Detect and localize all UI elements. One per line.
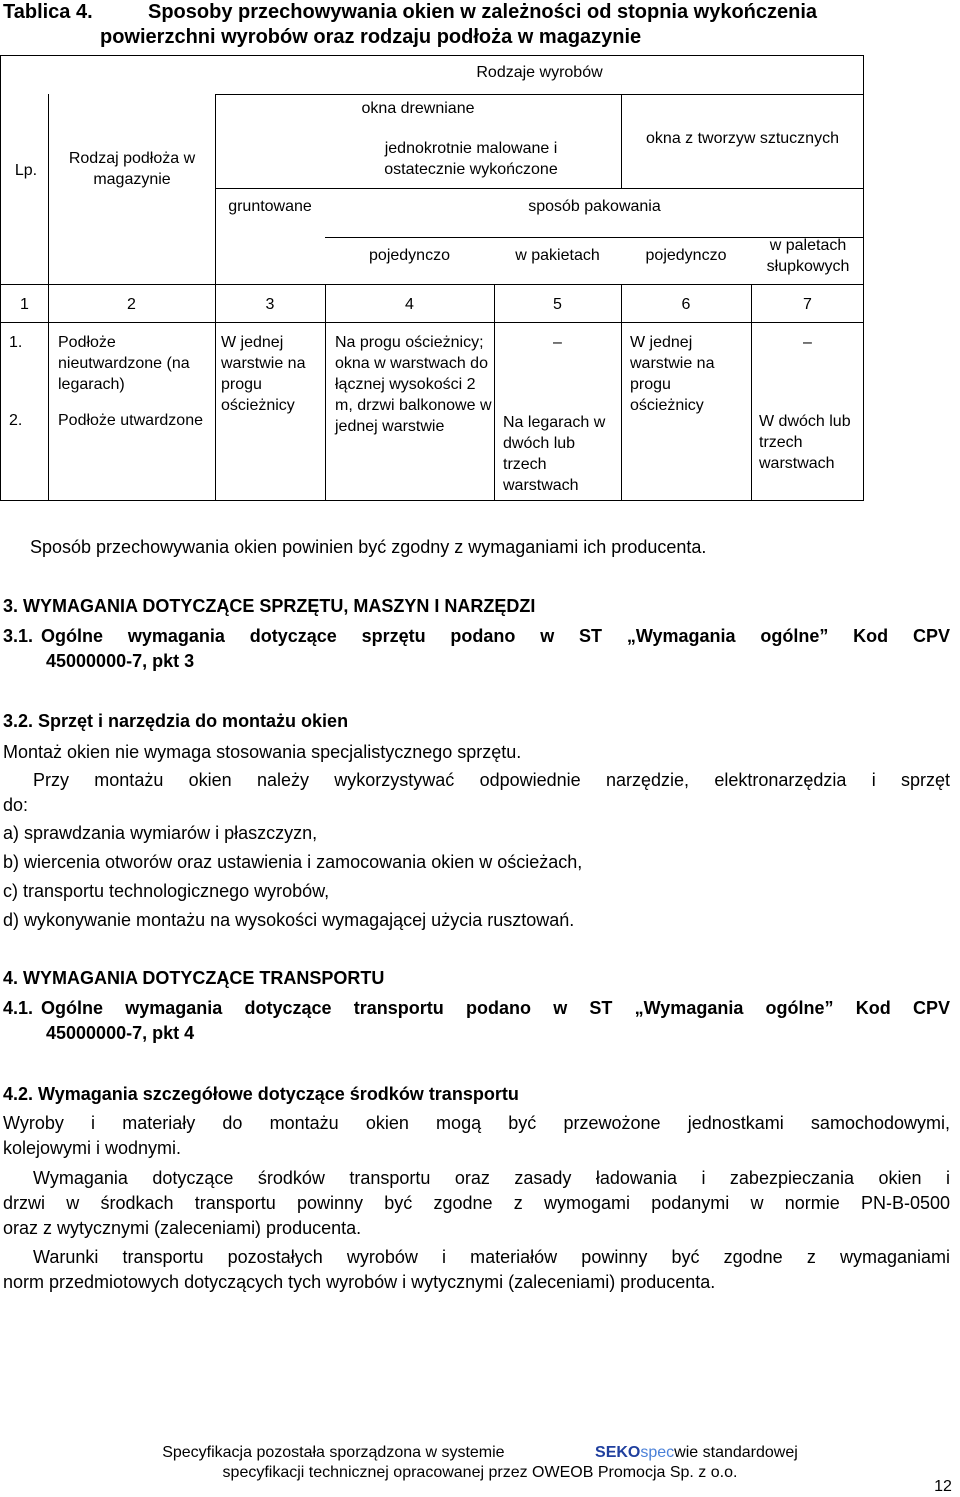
caption-line-1: Sposoby przechowywania okien w zależności od stopnia wykończenia (148, 1, 818, 23)
cell-tworzywa-pojedynczo: W jednej warstwie na progu ościeżnicy (630, 334, 715, 414)
section-4-2-heading: 4.2. Wymagania szczegółowe dotyczące środków transportu (3, 1084, 519, 1104)
header-w-pakietach: w pakietach (515, 247, 600, 264)
row-1-lp: 1. (9, 334, 23, 351)
section-4-2-paragraph-2-line-3: oraz z wytycznymi (zaleceniami) producenta. (3, 1218, 362, 1238)
section-3-2-paragraph-1: Montaż okien nie wymaga stosowania specjalistycznego sprzętu. (3, 742, 522, 762)
section-3-1 (3, 624, 950, 674)
column-number: 6 (681, 296, 691, 313)
row-1-podloze: Podłoże nieutwardzone (na legarach) (58, 334, 190, 393)
section-4-1-line-2: 45000000-7, pkt 4 (46, 1023, 195, 1043)
brand-spec: spec (640, 1444, 675, 1461)
header-pojedynczo-2: pojedynczo (645, 247, 727, 264)
storage-table (0, 55, 864, 501)
cell-gruntowane: W jednej warstwie na progu ościeżnicy (221, 334, 306, 414)
column-number: 4 (405, 296, 414, 313)
section-4-2-paragraph-1-line-2: kolejowymi i wodnymi. (3, 1138, 182, 1158)
section-3-1-line-2: 45000000-7, pkt 3 (46, 651, 195, 671)
column-number: 2 (127, 296, 136, 313)
section-4-heading: 4. WYMAGANIA DOTYCZĄCE TRANSPORTU (3, 968, 385, 988)
footer-line-2: specyfikacji technicznej opracowanej przez OWEOB Promocja Sp. z o.o. (222, 1464, 738, 1481)
header-pojedynczo-1: pojedynczo (369, 247, 450, 264)
header-malowane: jednokrotnie malowane i ostatecznie wykończone (384, 140, 558, 178)
cell-pakiety-row-1: – (553, 334, 562, 351)
section-4-2-paragraph-3-line-2: norm przedmiotowych dotyczących tych wyrobów i wytycznymi (zaleceniami) producenta. (3, 1272, 716, 1292)
page-number: 12 (934, 1478, 952, 1495)
section-3-2-paragraph-2-line-1: Przy montażu okien należy wykorzystywać odpowiednie narzędzie, elektronarzędzia i sprzęt (33, 770, 950, 790)
cell-pojedynczo: Na progu ościeżnicy; okna w warstwach do łącznej wysokości 2 m, drzwi balkonowe w jednej warstwie (335, 334, 492, 435)
header-rodzaje-wyrobow: Rodzaje wyrobów (476, 64, 603, 81)
column-number: 3 (265, 296, 275, 313)
row-2-lp: 2. (9, 412, 23, 429)
section-3-1-number: 3.1. (3, 626, 34, 646)
column-number: 7 (803, 296, 812, 313)
section-4-2-paragraph-1-line-1: Wyroby i materiały do montażu okien mogą być przewożone jednostkami samochodowymi, (3, 1113, 950, 1133)
footer-text-post: wie standardowej (674, 1444, 798, 1461)
section-4-2-paragraph-2-line-1: Wymagania dotyczące środków transportu oraz zasady ładowania i zabezpieczania okien i (33, 1168, 950, 1188)
header-gruntowane: gruntowane (228, 198, 312, 215)
section-4-1 (3, 996, 950, 1046)
footer-text-pre: Specyfikacja pozostała sporządzona w systemie (162, 1444, 505, 1461)
list-item-a: a) sprawdzania wymiarów i płaszczyzn, (3, 823, 318, 843)
section-3-2-heading: 3.2. Sprzęt i narzędzia do montażu okien (3, 711, 349, 731)
header-rodzaj-podloza: Rodzaj podłoża w magazynie (68, 150, 196, 188)
section-3-heading: 3. WYMAGANIA DOTYCZĄCE SPRZĘTU, MASZYN I NARZĘDZI (3, 596, 536, 616)
cell-palety-row-2: W dwóch lub trzech warstwach (759, 413, 851, 472)
table-caption (3, 0, 953, 50)
section-3-2-paragraph-2-line-2: do: (3, 795, 29, 815)
cell-palety-row-1: – (803, 334, 812, 351)
section-4-1-line-1: Ogólne wymagania dotyczące transportu podano w ST „Wymagania ogólne” Kod CPV (41, 998, 950, 1018)
page-footer (0, 1443, 960, 1483)
section-3-1-line-1: Ogólne wymagania dotyczące sprzętu podano w ST „Wymagania ogólne” Kod CPV (41, 626, 950, 646)
header-lp: Lp. (14, 162, 38, 179)
column-number: 1 (20, 296, 29, 313)
section-4-2-paragraph-2-line-2: drzwi w środkach transportu powinny być zgodne z wymogami podanymi w normie PN-B-0500 (3, 1193, 950, 1213)
header-okna-tworzyw: okna z tworzyw sztucznych (646, 130, 839, 147)
header-okna-drewniane: okna drewniane (361, 100, 475, 117)
caption-line-2: powierzchni wyrobów oraz rodzaju podłoża w magazynie (100, 26, 642, 48)
column-number: 5 (553, 296, 562, 313)
table-number: Tablica 4. (3, 1, 93, 23)
list-item-b: b) wiercenia otworów oraz ustawienia i zamocowania okien w ościeżach, (3, 852, 583, 872)
cell-pakiety-row-2: Na legarach w dwóch lub trzech warstwach (503, 414, 606, 494)
section-4-2-paragraph-3-line-1: Warunki transportu pozostałych wyrobów i materiałów powinny być zgodne z wymaganiami (33, 1247, 950, 1267)
list-item-c: c) transportu technologicznego wyrobów, (3, 881, 330, 901)
section-4-1-number: 4.1. (3, 998, 34, 1018)
brand-seko: SEKO (595, 1444, 641, 1461)
footer-line-1 (0, 1443, 960, 1463)
list-item-d: d) wykonywanie montażu na wysokości wymagającej użycia rusztowań. (3, 910, 575, 930)
row-2-podloze: Podłoże utwardzone (58, 412, 203, 429)
storage-note: Sposób przechowywania okien powinien być zgodny z wymaganiami ich producenta. (30, 537, 707, 557)
header-w-paletach: w paletach słupkowych (766, 237, 850, 275)
header-sposob-pakowania: sposób pakowania (528, 198, 661, 215)
